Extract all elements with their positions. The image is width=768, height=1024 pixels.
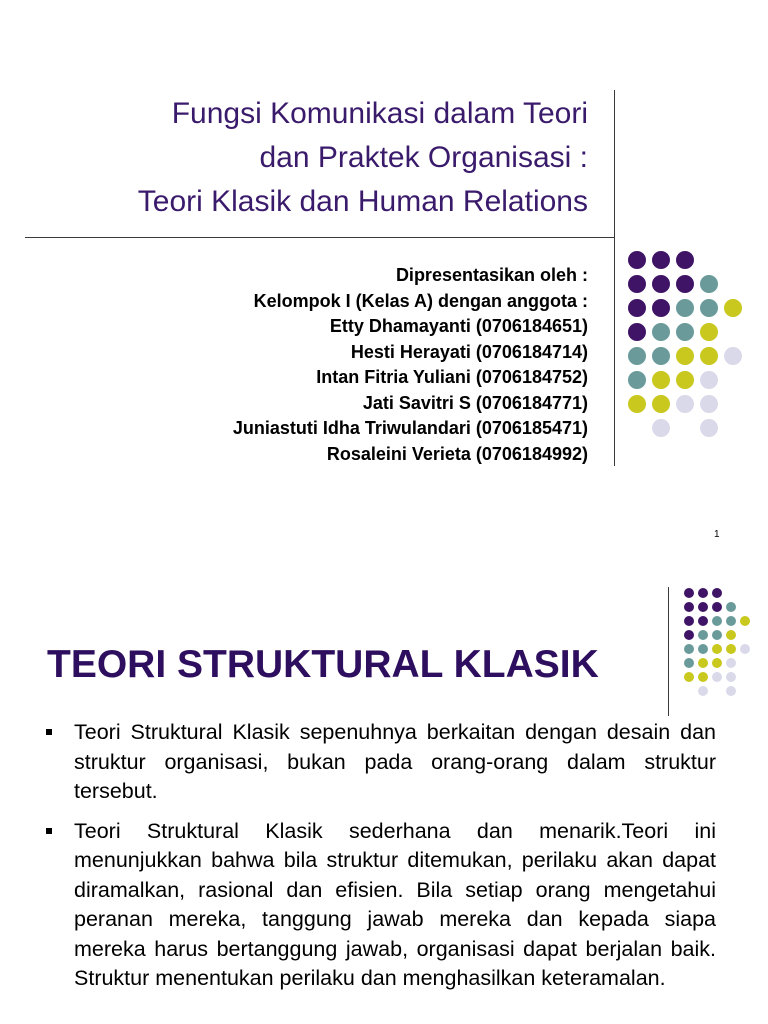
decor-dot (712, 588, 722, 598)
decor-dot (676, 323, 694, 341)
decor-dot (684, 602, 694, 612)
bullet-text: Teori Struktural Klasik sepenuhnya berkaitan dengan desain dan struktur organisasi, bukan pada orang-orang dalam struktur tersebut. (74, 720, 716, 803)
decor-dot (700, 299, 718, 317)
decor-dot (726, 644, 736, 654)
decor-dot (628, 347, 646, 365)
decor-dot (712, 644, 722, 654)
decor-dot (684, 658, 694, 668)
decor-dot (724, 299, 742, 317)
decor-dot (712, 602, 722, 612)
decor-dot (700, 371, 718, 389)
bullet-square-icon (46, 729, 52, 735)
decor-dot (652, 371, 670, 389)
decor-dot (628, 299, 646, 317)
bullet-list (46, 718, 716, 1004)
vertical-divider (614, 90, 615, 466)
title-line: Teori Klasik dan Human Relations (137, 185, 588, 218)
slide-2-title: TEORI STRUKTURAL KLASIK (47, 643, 599, 686)
slide-1-title (0, 92, 588, 224)
bullet-square-icon (46, 828, 52, 834)
decor-dot (628, 275, 646, 293)
presenter-name: Intan Fitria Yuliani (0706184752) (316, 367, 588, 387)
decor-dot (684, 588, 694, 598)
decor-dot (726, 616, 736, 626)
decor-dot (684, 644, 694, 654)
decor-dot (726, 658, 736, 668)
decor-dot (628, 251, 646, 269)
bullet-item (46, 718, 716, 807)
decor-dot (684, 616, 694, 626)
decor-dot (698, 658, 708, 668)
decor-dot (652, 299, 670, 317)
horizontal-divider (25, 237, 615, 238)
presenter-heading: Dipresentasikan oleh : (395, 265, 588, 285)
decor-dot (676, 251, 694, 269)
decor-dot (652, 323, 670, 341)
decor-dot (712, 616, 722, 626)
decor-dot (676, 347, 694, 365)
decor-dot (652, 275, 670, 293)
decor-dot (652, 419, 670, 437)
decor-dot (628, 395, 646, 413)
decor-dot (698, 588, 708, 598)
decor-dot (652, 395, 670, 413)
decor-dot (676, 371, 694, 389)
decor-dot (698, 686, 708, 696)
title-line: dan Praktek Organisasi : (259, 141, 588, 174)
decor-dot (676, 395, 694, 413)
decor-dot (712, 658, 722, 668)
decor-dot (700, 347, 718, 365)
decor-dot (700, 419, 718, 437)
decor-dot (676, 275, 694, 293)
presenter-list (0, 263, 588, 467)
title-line: Fungsi Komunikasi dalam Teori (171, 97, 588, 130)
slide-2 (0, 555, 768, 1024)
decor-dot (698, 616, 708, 626)
vertical-divider (668, 587, 669, 716)
decor-dot (726, 672, 736, 682)
decor-dot (698, 630, 708, 640)
decor-dot (684, 630, 694, 640)
decor-dot (676, 299, 694, 317)
decor-dot (726, 630, 736, 640)
bullet-text: Teori Struktural Klasik sederhana dan menarik.Teori ini menunjukkan bahwa bila struktur ditemukan, perilaku akan dapat diramalkan, rasional dan efisien. Bila setiap orang mengetahui peranan mereka, tanggung jawab mereka dan kepada siapa mereka harus bertanggung jawab, organisasi dapat berjalan baik. Struktur menentukan perilaku dan menghasilkan keteramalan. (74, 818, 716, 990)
decor-dot (724, 347, 742, 365)
decor-dot (740, 644, 750, 654)
decor-dot (698, 602, 708, 612)
decor-dot (628, 323, 646, 341)
presenter-name: Rosaleini Verieta (0706184992) (326, 443, 588, 464)
presenter-name: Etty Dhamayanti (0706184651) (329, 316, 588, 336)
bullet-item (46, 817, 716, 994)
slide-number: 1 (714, 529, 720, 540)
presenter-name: Jati Savitri S (0706184771) (362, 392, 588, 413)
presenter-name: Hesti Herayati (0706184714) (350, 341, 588, 362)
decor-dot (652, 347, 670, 365)
decor-dot (698, 644, 708, 654)
decor-dot (698, 672, 708, 682)
decor-dot (628, 371, 646, 389)
presenter-name: Juniastuti Idha Triwulandari (0706185471) (232, 418, 588, 438)
decor-dot (700, 275, 718, 293)
group-label: Kelompok I (Kelas A) dengan anggota : (253, 290, 588, 311)
decor-dot (740, 616, 750, 626)
decor-dot (726, 602, 736, 612)
decor-dot (700, 395, 718, 413)
decor-dot (684, 672, 694, 682)
decor-dot (712, 672, 722, 682)
decor-dot (712, 630, 722, 640)
decor-dot (726, 686, 736, 696)
decor-dot (700, 323, 718, 341)
decor-dot (652, 251, 670, 269)
